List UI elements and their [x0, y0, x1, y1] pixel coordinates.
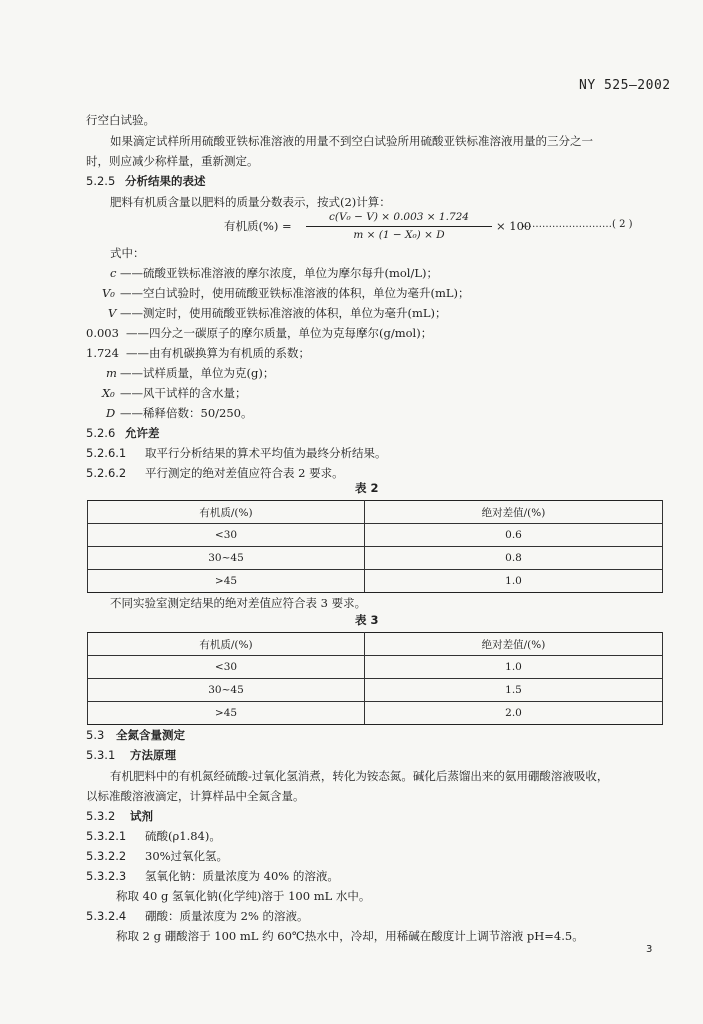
- table-header-row: [88, 501, 663, 524]
- table-3: [87, 632, 663, 725]
- table-cell: 30~45: [88, 547, 365, 570]
- table-row: [88, 702, 663, 725]
- table-header-cell: 绝对差值/(%): [365, 501, 663, 524]
- def-symbol: D: [106, 406, 116, 420]
- paragraph-blank-test: 行空白试验。: [86, 113, 155, 127]
- paragraph-naoh-prep: 称取 40 g 氢氧化钠(化学纯)溶于 100 mL 水中。: [116, 889, 371, 903]
- paragraph-principle-line2: 以标准酸溶液滴定，计算样品中全氮含量。: [86, 789, 305, 803]
- formula-denominator: m × (1 − X₀) × D: [353, 229, 445, 241]
- paragraph-expression: 肥料有机质含量以肥料的质量分数表示，按式(2)计算：: [110, 195, 391, 209]
- section-5-3-2-4-text: 硼酸：质量浓度为 2% 的溶液。: [145, 909, 309, 923]
- def-symbol: 1.724: [86, 346, 119, 360]
- table-row: [88, 547, 663, 570]
- paragraph-boric-prep: 称取 2 g 硼酸溶于 100 mL 约 60℃热水中，冷却，用稀碱在酸度计上调节溶液 pH=4.5。: [116, 929, 584, 943]
- def-text: ——四分之一碳原子的摩尔质量，单位为克每摩尔(g/mol)；: [126, 326, 433, 340]
- table-cell: 1.0: [365, 570, 663, 593]
- table-cell: <30: [88, 656, 365, 679]
- section-5-2-6-2-text: 平行测定的绝对差值应符合表 2 要求。: [145, 466, 344, 480]
- section-5-3-title: 全氮含量测定: [116, 728, 185, 742]
- def-text: ——测定时，使用硫酸亚铁标准溶液的体积，单位为毫升(mL)；: [120, 306, 447, 320]
- def-text: ——由有机碳换算为有机质的系数；: [126, 346, 310, 360]
- formula-lhs: 有机质(%) =: [224, 219, 292, 233]
- table-row: [88, 656, 663, 679]
- def-symbol: V: [108, 306, 117, 320]
- page-number: 3: [646, 944, 653, 955]
- table-cell: 1.5: [365, 679, 663, 702]
- section-5-3-2-1-number: 5.3.2.1: [86, 829, 127, 843]
- section-5-2-6-title: 允许差: [125, 426, 160, 440]
- table-cell: 0.8: [365, 547, 663, 570]
- formula-number: ………………………( 2 ): [522, 219, 633, 230]
- def-text: ——稀释倍数：50/250。: [120, 406, 253, 420]
- table-header-row: [88, 633, 663, 656]
- def-text: ——风干试样的含水量；: [120, 386, 247, 400]
- table-cell: <30: [88, 524, 365, 547]
- section-5-2-5-title: 分析结果的表述: [125, 174, 206, 188]
- section-5-2-5-number: 5.2.5: [86, 174, 116, 188]
- table-2-caption: 表 2: [355, 481, 379, 495]
- table-cell: 30~45: [88, 679, 365, 702]
- def-text: ——硫酸亚铁标准溶液的摩尔浓度，单位为摩尔每升(mol/L)；: [120, 266, 438, 280]
- section-5-3-2-4-number: 5.3.2.4: [86, 909, 127, 923]
- section-5-3-2-title: 试剂: [130, 809, 153, 823]
- section-5-3-1-title: 方法原理: [130, 748, 176, 762]
- where-label: 式中：: [110, 246, 145, 260]
- table-row: [88, 570, 663, 593]
- table-cell: >45: [88, 702, 365, 725]
- table-cell: 0.6: [365, 524, 663, 547]
- def-symbol: m: [106, 366, 117, 380]
- paragraph-principle-line1: 有机肥料中的有机氮经硫酸-过氧化氢消煮，转化为铵态氮。碱化后蒸馏出来的氨用硼酸溶液吸收，: [110, 769, 609, 783]
- paragraph-reduce-sample-line2: 时，则应减少称样量，重新测定。: [86, 154, 259, 168]
- table-header-cell: 绝对差值/(%): [365, 633, 663, 656]
- table-cell: 2.0: [365, 702, 663, 725]
- section-5-2-6-1-number: 5.2.6.1: [86, 446, 127, 460]
- table-cell: 1.0: [365, 656, 663, 679]
- def-symbol: X₀: [102, 386, 115, 400]
- section-5-3-1-number: 5.3.1: [86, 748, 116, 762]
- section-5-3-number: 5.3: [86, 728, 105, 742]
- formula-numerator: c(V₀ − V) × 0.003 × 1.724: [329, 211, 469, 223]
- section-5-2-6-2-number: 5.2.6.2: [86, 466, 127, 480]
- section-5-2-6-number: 5.2.6: [86, 426, 116, 440]
- def-text: ——试样质量，单位为克(g)；: [120, 366, 275, 380]
- standard-code: NY 525—2002: [579, 78, 671, 93]
- section-5-3-2-3-text: 氢氧化钠：质量浓度为 40% 的溶液。: [145, 869, 339, 883]
- table-2: [87, 500, 663, 593]
- paragraph-interlab: 不同实验室测定结果的绝对差值应符合表 3 要求。: [110, 596, 367, 610]
- table-header-cell: 有机质/(%): [88, 633, 365, 656]
- table-3-caption: 表 3: [355, 613, 379, 627]
- section-5-3-2-2-text: 30%过氧化氢。: [145, 849, 229, 863]
- table-header-cell: 有机质/(%): [88, 501, 365, 524]
- def-symbol: V₀: [102, 286, 115, 300]
- fraction-bar: [306, 226, 492, 227]
- section-5-3-2-2-number: 5.3.2.2: [86, 849, 127, 863]
- table-row: [88, 679, 663, 702]
- section-5-2-6-1-text: 取平行分析结果的算术平均值为最终分析结果。: [145, 446, 387, 460]
- section-5-3-2-3-number: 5.3.2.3: [86, 869, 127, 883]
- table-cell: >45: [88, 570, 365, 593]
- table-row: [88, 524, 663, 547]
- section-5-3-2-number: 5.3.2: [86, 809, 116, 823]
- paragraph-reduce-sample-line1: 如果滴定试样所用硫酸亚铁标准溶液的用量不到空白试验所用硫酸亚铁标准溶液用量的三分之一: [110, 134, 593, 148]
- def-symbol: c: [110, 266, 117, 280]
- def-text: ——空白试验时，使用硫酸亚铁标准溶液的体积，单位为毫升(mL)；: [120, 286, 470, 300]
- def-symbol: 0.003: [86, 326, 119, 340]
- formula-tail: × 100: [496, 219, 532, 233]
- section-5-3-2-1-text: 硫酸(ρ1.84)。: [145, 829, 221, 843]
